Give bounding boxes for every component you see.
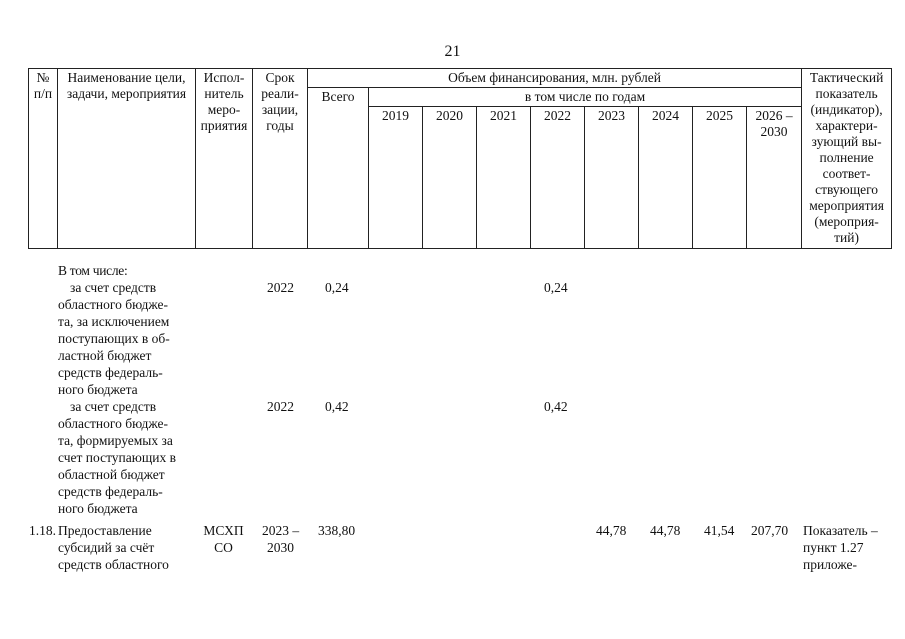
name-line: та, формируемых за xyxy=(58,433,173,448)
row-3-term xyxy=(253,522,308,556)
name-line: поступающих в об- xyxy=(58,331,170,346)
indicator-line: приложе- xyxy=(803,557,857,572)
executor-line: СО xyxy=(214,540,233,555)
name-line: В том числе: xyxy=(58,263,128,278)
page-number: 21 xyxy=(444,43,461,60)
header-funding: Объем финансирования, млн. рублей xyxy=(308,69,802,88)
header-year: 2024 xyxy=(639,107,693,249)
name-line: областного бюдже- xyxy=(58,416,168,431)
name-line: средств областного xyxy=(58,557,169,572)
header-executor: Испол-нитель меро-приятия xyxy=(196,69,253,249)
term-line: 2030 xyxy=(267,540,294,555)
name-line: за счет средств xyxy=(70,399,157,414)
header-year: 2022 xyxy=(531,107,585,249)
header-num: № п/п xyxy=(29,69,58,249)
row-2-term: 2022 xyxy=(267,399,294,414)
header-year: 2020 xyxy=(423,107,477,249)
row-1-name-cont xyxy=(58,296,190,398)
row-3-num: 1.18. xyxy=(29,523,56,538)
row-3-executor xyxy=(196,522,251,556)
header-year: 2026 – 2030 xyxy=(747,107,802,249)
header-by-years: в том числе по годам xyxy=(369,88,802,107)
name-line: счет поступающих в xyxy=(58,450,176,465)
header-year: 2023 xyxy=(585,107,639,249)
name-line: Предоставление xyxy=(58,523,152,538)
name-line: средств федераль- xyxy=(58,365,163,380)
indicator-line: пункт 1.27 xyxy=(803,540,864,555)
row-3-name xyxy=(58,522,190,573)
row-3-indicator xyxy=(803,522,889,573)
name-line: ластной бюджет xyxy=(58,348,152,363)
row-2-name xyxy=(58,398,190,415)
row-3-2023: 44,78 xyxy=(596,523,627,538)
row-3-2025: 41,54 xyxy=(704,523,735,538)
row-1-total: 0,24 xyxy=(325,280,349,295)
row-3-2026-2030: 207,70 xyxy=(751,523,789,538)
name-line: субсидий за счёт xyxy=(58,540,155,555)
term-line: 2023 – xyxy=(261,523,300,538)
row-1-name xyxy=(58,279,190,296)
row-2-name-cont xyxy=(58,415,190,517)
indicator-line: Показатель – xyxy=(803,523,878,538)
header-total: Всего xyxy=(308,88,369,249)
header-year: 2025 xyxy=(693,107,747,249)
name-line: ного бюджета xyxy=(58,501,138,516)
row-2-2022: 0,42 xyxy=(544,399,568,414)
name-line: за счет средств xyxy=(70,280,157,295)
name-line: та, за исключением xyxy=(58,314,170,329)
header-year: 2019 xyxy=(369,107,423,249)
row-2-total: 0,42 xyxy=(325,399,349,414)
name-line: ного бюджета xyxy=(58,382,138,397)
subsection-label xyxy=(58,262,198,279)
header-indicator: Тактический показатель (индикатор), характери-зующий вы-полнение соответ-ствующего мероприятия (мероприя-тий) xyxy=(802,69,892,249)
header-year: 2021 xyxy=(477,107,531,249)
name-line: средств федераль- xyxy=(58,484,163,499)
name-line: областной бюджет xyxy=(58,467,165,482)
row-1-term: 2022 xyxy=(267,280,294,295)
header-term: Срок реали-зации, годы xyxy=(253,69,308,249)
executor-line: МСХП xyxy=(203,523,244,538)
row-3-2024: 44,78 xyxy=(650,523,681,538)
name-line: областного бюдже- xyxy=(58,297,168,312)
row-3-total: 338,80 xyxy=(318,523,356,538)
row-1-2022: 0,24 xyxy=(544,280,568,295)
header-name: Наименование цели, задачи, мероприятия xyxy=(58,69,196,249)
financing-table-header xyxy=(28,68,892,249)
